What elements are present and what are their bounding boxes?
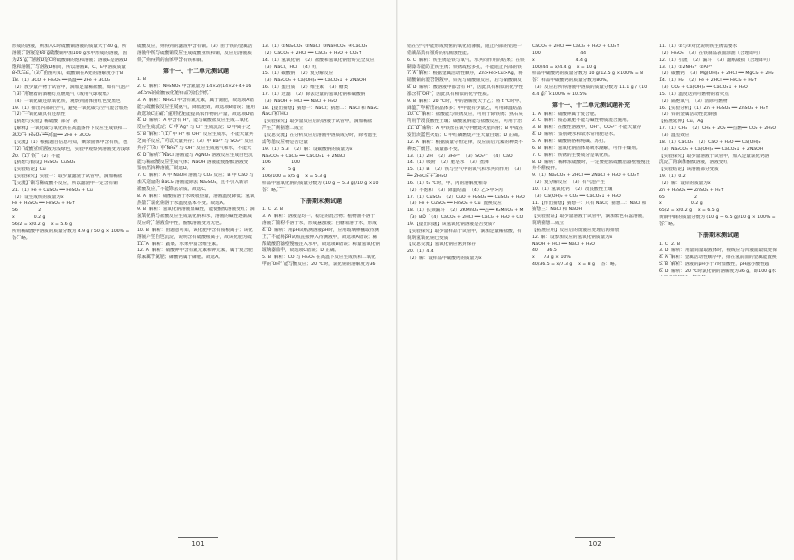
text-line: 答：样品中碳酸钙的质量分数为80%。 <box>532 78 612 84</box>
text-line: 1. C 2. B <box>262 207 283 213</box>
text-line: 【实验验证】取少量溶液于试管中，滴加紫色石蕊溶液， <box>532 214 647 220</box>
text-line: 3. D 解析：用量筒量取液体时，视线应与凹液面最低处保 <box>659 248 777 254</box>
text-line: 尿素属于氮肥；磷酸钙属于磷肥。故选A。 <box>137 255 223 261</box>
text-line: B<C=E。（3）由图可知，硫酸铜在A处的溶解度小于B <box>12 71 124 77</box>
text-line: 饱和溶液，与溶液D相同，所以溶液B、C、E中溶质质量 <box>12 64 126 70</box>
right-column-1 <box>407 44 525 263</box>
text-line: 6. C 解析：铁生锈是铁与氧气、水共同作用的结果；在铁 <box>407 57 525 63</box>
text-line: Zn + H₂SO₄ ══ ZnSO₄ + H₂↑ <box>659 187 725 193</box>
text-line: 14.（1）氢氧化钠 （2）盐酸和氢氧化钠恰好完全反应 <box>262 57 375 63</box>
text-line: 5. B 解析：（1）中 H⁺ 和 OH⁻ 反应生成水，不能大量共 <box>137 132 254 138</box>
text-line: 溶液；溶液是60 g硫酸铜中加100 g水中形成的溶液，因 <box>12 50 128 56</box>
text-line: 100 44 <box>532 50 587 56</box>
text-line: 答：略。 <box>12 235 31 241</box>
text-line: 8. D 解析：酸溶液中都含有 H⁺，因此具有相似的化学性 <box>407 85 524 91</box>
text-line: （3）Na₂CO₃ + Ca(OH)₂ ══ CaCO₃↓ + 2NaOH <box>659 146 764 152</box>
text-line: x 4.4 g <box>532 57 588 63</box>
text-line: 40/36.5 = x/7.3 g x = 8 g 答：略。 <box>532 262 620 268</box>
text-line: 7. C 解析：A 中 NaOH 溶液与 CO₂ 反应；B 中 CaO 与 <box>137 173 254 179</box>
left-column-3 <box>262 44 380 269</box>
text-line: 6. B 解析：氢氧化钠固体易吸水潮解，可作干燥剂。 <box>532 145 641 151</box>
text-line: 说明氢氧化钠已变质 <box>407 235 449 241</box>
text-line: 11. D 解析：A 中铁丝在氧气中燃烧火星四射；B 中硫在 <box>407 126 524 132</box>
text-line: 能与稀盐酸反应生成气体；NaOH 溶液能使酚酞溶液变 <box>137 159 249 165</box>
text-line: 【实验探究】实验一：取少量滤渣于试管中，滴加稀盐 <box>12 174 123 180</box>
text-line: （2）锌的金属活动性比铜强 <box>659 112 718 118</box>
section-heading: 下册期末测试题 <box>299 197 342 205</box>
text-line: 2. C 解析：NH₄NO₃ 中含氮量为 14×2/(14×2+4+16 <box>137 84 252 90</box>
text-line: NaCl 和 HCl <box>262 112 289 118</box>
text-line: 上，不能将pH试纸直接伸入待测液中，故选项A错误；稀 <box>262 234 378 240</box>
right-page <box>397 0 794 560</box>
text-line: （2）放少量产物于试管中，滴加足量稀盐酸，如有气泡产 <box>12 85 130 91</box>
text-line: 18.（1）3CO + Fe₂O₃ ══高温══ 2Fe + 3CO₂ <box>12 78 111 84</box>
text-line: x 0.2 g <box>12 215 46 221</box>
text-line: 18.【提出猜想】猜想一：NaCl；猜想二：NaCl 和 Na₂C <box>262 105 379 111</box>
text-line: 溶液；面粉不溶于水，形成悬浊液；白糖易溶于水，形成 <box>262 221 377 227</box>
text-line: 1. C 2. B <box>659 241 680 247</box>
text-line: 盐酸反应，不能除去杂质。故选C。 <box>137 186 210 192</box>
text-line: 【猜想与实验】稀硫酸 部分 表 <box>12 119 78 125</box>
text-line: （2）一氧化碳具有还原性 <box>12 112 66 118</box>
text-line: 需考虑反应物是否过量 <box>262 139 308 145</box>
text-line: 5. B 解析：溶液的pH小于7时显酸性，pH越小酸性越 <box>659 262 770 268</box>
text-line: 106 100 <box>262 160 300 166</box>
text-line: 猜想三：NaCl 和 NaOH <box>532 207 582 213</box>
text-line: 10. C 解析：盐酸能与铁锈反应，可用于除铁锈；熟石灰 <box>407 112 523 118</box>
text-line: 并不断搅拌。 <box>532 166 560 172</box>
text-line: 7. A 解析：根据金属活动性顺序，Zn>Fe>Cu>Ag，将 <box>407 71 523 77</box>
text-line: （3）BD （4）CaCO₃ + 2HCl ══ CaCl₂ + H₂O + CO <box>407 215 524 221</box>
text-line: 9. B 解析：氢氧化钠溶液显碱性，能使酚酞溶液变红；滴 <box>137 207 255 213</box>
text-line: 11.（1）②与③对比说明铁生锈需要水 <box>659 44 738 49</box>
text-line: 说明猜想二成立 <box>532 221 565 227</box>
text-line: 20.（1）4.4 <box>407 249 434 255</box>
text-line: （3）Ca(OH)₂ + CO₂ ══ CaCO₃↓ + H₂O <box>532 193 621 199</box>
text-line: 3CO + Fe₂O₃ ══高温══ 2Fe + 3CO₂ <box>12 132 91 138</box>
text-line: 13.（1）①Na₂CO₃ ②NaCl ③NaHCO₃ ④CaCO₃ <box>262 44 368 49</box>
text-line: 34.5%的硝酸铵化肥样品为混合物。 <box>137 91 212 97</box>
text-line: 铝制品具有很好的抗腐蚀性能。 <box>407 50 472 56</box>
right-page-number: 102 <box>588 540 602 548</box>
text-line: 故选项C正确；施用化肥能提高农作物的产量，故选项D错 <box>137 111 254 117</box>
text-line: 【实验结论】该溶液部分变质 <box>659 167 719 173</box>
text-line: 17.（1）CuSO₄ （2）CuO + H₂SO₄ ══ CuSO₄ + H₂O <box>407 194 525 200</box>
text-line: 4. A 解析：金属活动性顺序中，排在氢前面的金属能置换 <box>659 255 777 261</box>
text-line: 鉴别出四种溶液，故选D。 <box>137 166 192 172</box>
text-line: 为25 g，溶液D是C时硫酸铜的饱和溶液；溶液E是溶液D <box>12 57 128 63</box>
text-line: 56/2 = x/0.2 g x = 5.6 g <box>12 221 73 227</box>
text-line: 10. B 解析：由题意可知，该化肥中含有铵根离子；该化 <box>137 227 253 233</box>
text-line: 【实验探究】取少量反应后的溶液于试管中，滴加稀盐 <box>262 119 373 125</box>
text-line: （3）NaCl、HCl （4）红 <box>262 64 318 70</box>
text-line: 4. D 解析：A 中含有 H⁺，能与碳酸盐反应生成二氧化 <box>137 118 249 124</box>
text-line: 5. A 解析：碳酸钠俗称纯碱、苏打。 <box>532 138 609 144</box>
text-line: x 5 g <box>262 167 296 173</box>
text-line: （4）一氧化碳还原氧化铁，观察到固体由红色变黑色 <box>12 98 121 104</box>
text-line: 【交流】铜与稀硫酸不反应，所以滤渣中一定含有铜 <box>12 180 118 186</box>
text-line: （2）复分解反应 （3）有气泡产生 <box>532 180 606 186</box>
text-line: 1. B <box>137 77 146 83</box>
left-page-number: 101 <box>191 540 205 548</box>
text-line: Fe + H₂SO₄ ══ FeSO₄ + H₂↑ <box>12 201 76 207</box>
left-page-footer <box>143 534 253 548</box>
text-line: x 73 g × 10% <box>532 255 571 261</box>
text-line: 硝酸铜的混合溶液中，锌先与硝酸银反应，后与硝酸铜反 <box>407 78 522 84</box>
text-line: 18.（1）CaCO₃ （2）CaO + H₂O ══ Ca(OH)₂ <box>659 139 761 145</box>
text-line: 19.（1）排出内部的空气，避免一氧化碳与空气混合加热 <box>12 105 128 111</box>
text-line: 106/100 = x/5 g x = 5.3 g <box>262 174 327 180</box>
text-line: 65/2 = x/0.2 g x = 6.5 g <box>659 208 720 214</box>
text-line: 65 2 <box>659 194 697 200</box>
text-line: （3）Fe + CuSO₄ ══ FeSO₄ + Cu 置换反应 <box>407 201 502 207</box>
text-line: 3. A 解析：NH₄Cl 中含有氮元素，属于氮肥，故选项A错 <box>137 97 255 103</box>
text-line: （3）用燃着的酒精灯点燃尾气（或用气球收集） <box>12 91 112 97</box>
text-line: 16.【实验分析】（1）Zn + H₂SO₄ ══ ZnSO₄ + H₂↑ <box>659 105 769 111</box>
section-heading: 下册期末测试题 <box>696 231 739 239</box>
text-line: （2）CaCO₃ + 2HCl ══ CaCl₂ + H₂O + CO₂↑ <box>262 50 363 56</box>
text-line: 15.（1）碳酸钠 （2）复分解反应 <box>262 71 334 77</box>
text-line: 12. A 解析：根据质量守恒定律，反应前后元素的种类不 <box>407 139 523 145</box>
section-heading: 第十一、十二单元测试题 <box>162 67 229 75</box>
text-line: 6. D 解析：20 ℃时氯化钠的溶解度为36 g，即100 g水 <box>659 269 777 274</box>
text-line: 17.（1）过滤 （2）除去过量的氢氧化钠和碳酸钠 <box>262 91 366 97</box>
text-line: 样品中氢氧化钠的质量分数为 (10 g − 5.3 g)/10 g ×10 <box>262 180 379 186</box>
text-line: 反应时，溶液显中性，酚酞溶液变为无色。 <box>137 221 225 227</box>
text-line: 12.（1）引流 （2）漏斗 （3）滤纸破损（合理即可） <box>659 57 773 63</box>
text-line: 种类、数目、质量都不变。 <box>407 146 463 152</box>
text-line: 21.（1）Fe + CuSO₄ ══ FeSO₄ + Cu <box>12 187 93 193</box>
text-line: 中的 OH⁻ 能与酸反应；20 ℃时，氯化钠的溶解度为36 <box>262 262 376 268</box>
text-line: （2）解：设锌的质量为x <box>659 180 711 186</box>
text-line: 玻璃器皿中，故选项C错误；D 正确。 <box>262 248 340 254</box>
text-line: 【解释】一氧化碳与氧化铁在高温条件下反应生成铁和二 <box>12 126 127 132</box>
text-line: 沉淀，再滴加酚酞溶液，溶液变红 <box>659 160 728 166</box>
text-line: （2）Fe₂O₃ （3）在铁制品表面涂油（合理即可） <box>659 50 763 56</box>
text-line: 降温，甲析出的晶体多；甲中混有少量乙，可用降温结晶 <box>407 105 522 111</box>
text-line: 11.【作出猜想】猜想一：只有 NaCl；猜想二：NaCl 和 <box>532 200 647 206</box>
text-line: 3. B 解析：在酸性溶液中，OH⁻、CO₃²⁻ 不能大量存 <box>532 125 642 131</box>
text-line: （3）Na₂CO₃ + Ca(OH)₂ ══ CaCO₃↓ + 2NaOH <box>262 78 367 84</box>
right-page-footer <box>540 534 650 548</box>
text-line: （2）设生成铁的质量为x <box>12 194 64 200</box>
text-line: 黄铜中铜的质量分数为 (10 g − 6.5 g)/10 g × 100% = <box>659 215 776 221</box>
text-line: 4.4 g）×100% ≈ 10.5% <box>532 91 587 97</box>
text-line: （2）解：设样品中碳酸钙的质量为x <box>407 256 482 262</box>
text-line: （2）不饱和 （3）降温结晶 （4）乙>甲>丙 <box>407 187 503 193</box>
text-line: 浓硫酸沿器壁慢慢注入水中，故选项B错误；称量氢氧化钠 <box>262 241 380 247</box>
text-line: 16.（1）t₁ ℃时，甲、丙的溶解度相等 <box>407 180 488 186</box>
text-line: 可用于改良酸性土壤；碳酸氢钠能与盐酸反应，可用于治 <box>407 119 522 125</box>
text-line: 刷漆等能防止铁生锈；铁锈疏松多孔，不能阻止内部的铁 <box>407 64 522 70</box>
text-line: （2）隔绝氧气 （3）清除可燃物 <box>659 98 728 104</box>
text-line: 5. B 解析：CO 与 Fe₂O₃ 在高温下反应生成铁和二氧化 <box>262 255 376 261</box>
text-line: 15.（1）B （2）铁与空气中的氧气和水共同作用 （3） <box>407 167 524 173</box>
text-line: 【拓展延伸】Cu、Ag <box>659 119 704 125</box>
text-line: 【猜想与假设】H₂SO₄ CuSO₄ <box>12 160 76 166</box>
text-line: 100/44 = x/4.4 g x = 10 g <box>532 64 597 70</box>
text-line: 铁，则得到的固体中含有铁和铜。 <box>137 57 206 63</box>
text-line: 铝在空气中能形成致密的氧化铝薄膜，阻止内部的铝进一 <box>407 44 522 49</box>
text-line: 反应生成沉淀；C 中 Ag⁺ 与 Cl⁻ 生成沉淀；D 中离子之 <box>137 125 251 131</box>
text-line: （3）反应后所得溶液中溶质的质量分数为 11.1 g /（10 <box>532 85 648 91</box>
text-line: （3）CO₂ + Ca(OH)₂ ══ CaCO₃↓ + H₂O <box>659 85 748 91</box>
left-column-2 <box>137 44 255 262</box>
text-line: x 0.2 g <box>659 201 703 207</box>
text-line: 2. C 解析：铵态氮肥不能与碱性物质混合施用。 <box>532 118 632 124</box>
right-column-3 <box>659 44 777 276</box>
text-line: 19.【提出问题】该氢氧化钠溶液是否变质？ <box>407 221 497 227</box>
text-line: 形成的溶液，则加入C时硫酸铜溶液的质量大于40 g，所 <box>12 44 127 49</box>
text-line: 9. B 解析：20 ℃时，甲的溶解度大于乙；将 t ℃时甲、 <box>407 98 524 104</box>
text-line: 56 2 <box>12 208 42 214</box>
text-line: 【实验结论】Cu <box>12 167 46 173</box>
text-line: 18.（1）长颈漏斗 （2）2KMnO₄ ══△══ K₂MnO₄ + M <box>407 208 524 214</box>
text-line: 8. D 解析：稀释浓硫酸时，一定要把浓硫酸沿器壁慢慢注 <box>532 159 650 165</box>
text-line: 10.（1）氢氧化钙 （2）改良酸性土壤 <box>532 186 613 192</box>
text-line: 【反思交流】氢氧化钠应密封保存 <box>407 242 476 248</box>
text-line: 15.（1）温度达到可燃物的着火点 <box>659 91 729 97</box>
text-line: 样品中碳酸钙的质量分数为 10 g/12.5 g ×100% = 8 <box>532 71 644 77</box>
text-line: 14.（1）H₂ （2）Fe + 2HCl ══ FeCl₂ + H₂↑ <box>659 78 758 84</box>
text-line: 热量；氯化钠溶于水温度基本不变。故选A。 <box>137 200 228 206</box>
text-line: （3）NaOH + HCl ══ NaCl + H₂O <box>262 98 338 104</box>
text-line: 6. D 解析：NaCl 溶液能与 AgNO₃ 溶液反应生成白色沉 <box>137 152 253 158</box>
text-line: 【反思交流】在分析反应后溶液中溶质成分时，除考虑生 <box>262 132 377 138</box>
text-line: 能与硫酸铵反应生成氨气，降低肥效，故选项B错误；施用 <box>137 104 255 110</box>
text-line: 之间不反应，可以大量共存；（3）中 Ba²⁺ 与 SO₄²⁻ 反应 <box>137 138 254 144</box>
right-column-2 <box>532 44 650 269</box>
text-line: 20.（1）铁 （2）不能 <box>12 153 61 159</box>
text-line: 加入适量的 BaCl₂ 溶液能除去 Na₂SO₄，且不引入新杂 <box>137 180 249 186</box>
text-line: 所用稀硫酸中溶质的质量分数为 4.9 g / 50 g × 100% = <box>12 228 130 234</box>
text-line: 溶液中铁与硫酸铜反应生成硫酸亚铁和铜，反应后溶液质 <box>137 50 252 56</box>
text-line: 发出淡蓝色火焰；C 中红磷燃烧产生大量白烟；D 正确。 <box>407 132 523 138</box>
text-line: 8. A 解析：硝酸铵溶于水吸收热量，溶液温度降低；氢氧 <box>137 193 255 199</box>
text-line: 17.（1）CH₄ （2）CH₄ + 2O₂ ══点燃══ CO₂ + 2H₂O <box>659 126 777 132</box>
text-line: ══ 2FeCl₃ + 3H₂O <box>407 174 448 180</box>
text-line: 4. D 解析：鉴别硬水和软水常用肥皂水。 <box>532 132 618 138</box>
text-line: 19.（1）5.3 （2）解：设碳酸钠的质量为x <box>262 146 353 152</box>
text-line: 氢氧化钠与盐酸反应生成氯化钠和水，溶液的碱性逐渐减 <box>137 214 252 220</box>
text-line: CaCO₃ + 2HCl ══ CaCl₂ + H₂O + CO₂↑ <box>532 44 621 49</box>
text-line: 【交流】（1）根据题目信息可知，剩余固体中含有铁，也 <box>12 139 128 145</box>
text-line: NaOH + HCl ══ NaCl + H₂O <box>532 241 595 247</box>
text-line: （3）温室效应 <box>659 132 690 138</box>
text-line: 都含有 OH⁻，因此具有相似的化学性质。 <box>407 91 492 97</box>
text-line: 11. A 解析：蔬菜、水果中富含维生素。 <box>137 241 221 247</box>
text-line: 答：略。 <box>659 221 678 227</box>
section-heading: 第十一、十二单元测试题补充 <box>551 101 630 109</box>
text-line: 13.（1）2H （2）3Fe²⁺ （3）SO₄²⁻ （4）CaO <box>407 153 513 159</box>
text-line: 13.（1）①2NH₄⁺ ②Al³⁺ <box>659 64 713 70</box>
text-line: 9.（1）Na₂CO₃ + 2HCl ══ 2NaCl + H₂O + CO₂↑ <box>532 173 640 179</box>
text-line: （2）碳酸钙 （3）Mg(OH)₂ + 2HCl ══ MgCl₂ + 2H₂ <box>659 71 774 77</box>
text-line: 12. A 解析：硝酸钾中含有氮元素和钾元素，属于复合肥 <box>137 248 253 254</box>
text-line: 1. A 解析：硝酸钾属于复合肥。 <box>532 111 600 117</box>
text-line: 溶液产生白色沉淀，说明含有硫酸根离子，故该化肥为硫 <box>137 234 252 240</box>
text-line: 硫酸反应，则得到的滤渣中含有铜。（3）由于铁的金属活 <box>137 44 253 49</box>
text-line: 【实验探究】取少量样品于试管中，滴加足量稀盐酸，有 <box>407 228 522 234</box>
text-line: 40 36.5 <box>532 248 557 254</box>
text-line: 答：略。 <box>262 187 281 193</box>
text-line: 共存；（4）中 NH₄⁺ 与 OH⁻ 反应生成氨气和水，不能大 <box>137 145 252 151</box>
text-line: 19.（1）0.2 <box>659 174 686 180</box>
text-line: 【拓展应用】反应后的废液应处理后再排放 <box>532 227 620 233</box>
text-line: 12. 解：设参加反应的氢氧化钠质量为x <box>532 234 613 240</box>
text-line: 【实验探究】取少量溶液于试管中，加入足量氯化钙溶 <box>659 153 770 159</box>
text-line: Na₂CO₃ + CaCl₂ ══ CaCO₃↓ + 2NaCl <box>262 153 346 159</box>
text-line: 14.（1）吸附 （2）肥皂水 （3）煮沸 <box>407 160 489 166</box>
text-line: 4. D 解析：用pH试纸测溶液pH时，应用玻璃棒蘸取待测 <box>262 227 379 233</box>
text-line: 3. A 解析：溶液是均一、稳定的混合物；植物油不溶于 <box>262 214 375 220</box>
text-line: 7. C 解析：铁锈的主要成分是氧化铁。 <box>532 152 613 158</box>
text-line: （2）硫酸亚铁溶液为浅绿色，实验中观察到溶液变为浅绿 <box>12 146 130 152</box>
text-line: 16.（1）蛋白质 （2）维生素 （3）糖类 <box>262 85 349 91</box>
left-column-1 <box>12 44 130 242</box>
text-line: 产生，则猜想二成立 <box>262 126 304 132</box>
